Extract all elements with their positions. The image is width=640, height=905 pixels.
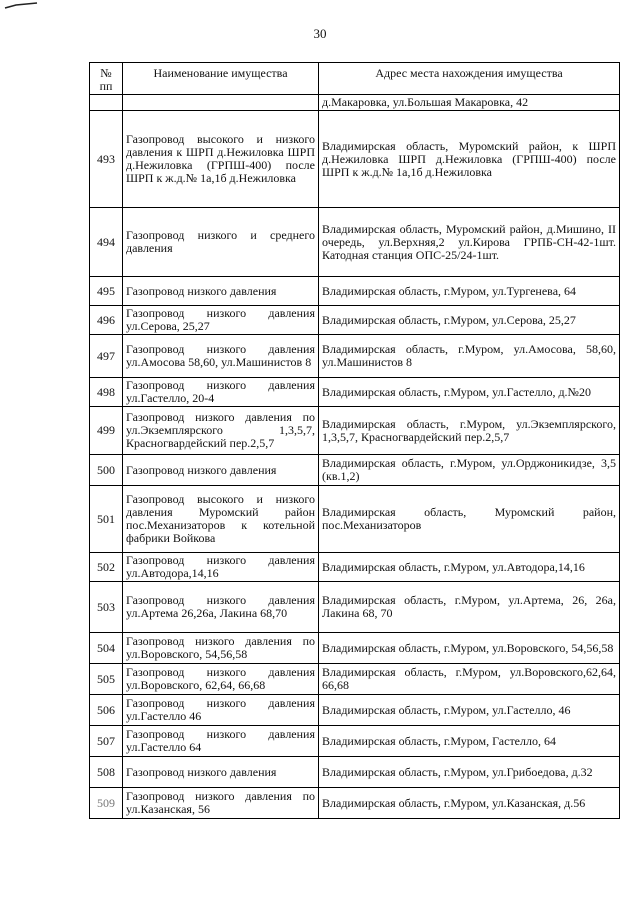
table-row: [90, 208, 620, 277]
table-row: [90, 664, 620, 695]
row-address: Владимирская область, Муромский район, к ШРП д.Нежиловка ШРП д.Нежиловка (ГРПШ-400) после ШРП к ж.д.№ 1а,1б д.Нежиловка: [319, 111, 620, 208]
row-name: Газопровод низкого давления ул.Автодора,14,16: [123, 553, 319, 582]
row-num: 493: [90, 111, 123, 208]
row-name: Газопровод низкого давления по ул.Казанская, 56: [123, 788, 319, 819]
row-address: Владимирская область, г.Муром, ул.Автодора,14,16: [319, 553, 620, 582]
table-row: [90, 378, 620, 407]
row-num: 506: [90, 695, 123, 726]
row-address: Владимирская область, г.Муром, ул.Воровского,62,64, 66,68: [319, 664, 620, 695]
row-name: Газопровод низкого давления ул.Гастелло 64: [123, 726, 319, 757]
header-address: Адрес места нахождения имущества: [319, 63, 620, 95]
row-address: Владимирская область, г.Муром, ул.Казанская, д.56: [319, 788, 620, 819]
row-num: 497: [90, 335, 123, 378]
row-address: Владимирская область, г.Муром, ул.Артема, 26, 26а, Лакина 68, 70: [319, 582, 620, 633]
row-num: 508: [90, 757, 123, 788]
page-number: 30: [313, 26, 327, 41]
row-name: Газопровод низкого давления ул.Артема 26,26а, Лакина 68,70: [123, 582, 319, 633]
table-row: [90, 95, 620, 111]
table-row: [90, 111, 620, 208]
row-name: Газопровод низкого давления: [123, 455, 319, 486]
row-name: Газопровод низкого и среднего давления: [123, 208, 319, 277]
row-address: Владимирская область, г.Муром, ул.Тургенева, 64: [319, 277, 620, 306]
row-name: Газопровод низкого давления по ул.Экземплярского 1,3,5,7, Красногвардейский пер.2,5,7: [123, 407, 319, 455]
row-num: 504: [90, 633, 123, 664]
row-name: Газопровод низкого давления ул.Воровского, 62,64, 66,68: [123, 664, 319, 695]
row-address: д.Макаровка, ул.Большая Макаровка, 42: [319, 95, 620, 111]
row-name: Газопровод низкого давления: [123, 277, 319, 306]
row-name: Газопровод низкого давления ул.Амосова 58,60, ул.Машинистов 8: [123, 335, 319, 378]
row-name: Газопровод низкого давления: [123, 757, 319, 788]
table-row: [90, 335, 620, 378]
row-num: 503: [90, 582, 123, 633]
row-address: Владимирская область, г.Муром, ул.Грибоедова, д.32: [319, 757, 620, 788]
table-row: [90, 788, 620, 819]
property-table: [89, 62, 620, 819]
row-num: 498: [90, 378, 123, 407]
row-name: Газопровод низкого давления ул.Серова, 25,27: [123, 306, 319, 335]
row-name: Газопровод высокого и низкого давления Муромский район пос.Механизаторов к котельной фабрики Войкова: [123, 486, 319, 553]
row-name: [123, 95, 319, 111]
row-num: 496: [90, 306, 123, 335]
header-num: № пп: [90, 63, 123, 95]
row-address: Владимирская область, г.Муром, ул.Гастелло, д.№20: [319, 378, 620, 407]
row-address: Владимирская область, Муромский район, д.Мишино, II очередь, ул.Верхняя,2 ул.Кирова ГРПБ-СН-42-1шт. Катодная станция ОПС-25/24-1шт.: [319, 208, 620, 277]
table-row: [90, 695, 620, 726]
row-name: Газопровод низкого давления по ул.Воровского, 54,56,58: [123, 633, 319, 664]
table-row: [90, 633, 620, 664]
row-name: Газопровод низкого давления ул.Гастелло 46: [123, 695, 319, 726]
row-num: 500: [90, 455, 123, 486]
row-address: Владимирская область, г.Муром, ул.Гастелло, 46: [319, 695, 620, 726]
row-address: Владимирская область, Муромский район, пос.Механизаторов: [319, 486, 620, 553]
table-header-row: [90, 63, 620, 95]
table-row: [90, 455, 620, 486]
row-address: Владимирская область, г.Муром, Гастелло, 64: [319, 726, 620, 757]
table-row: [90, 582, 620, 633]
row-address: Владимирская область, г.Муром, ул.Воровского, 54,56,58: [319, 633, 620, 664]
row-num: 509: [90, 788, 123, 819]
row-num: 501: [90, 486, 123, 553]
table-row: [90, 407, 620, 455]
row-address: Владимирская область, г.Муром, ул.Орджоникидзе, 3,5 (кв.1,2): [319, 455, 620, 486]
row-num: 505: [90, 664, 123, 695]
table-row: [90, 553, 620, 582]
row-num: [90, 95, 123, 111]
row-address: Владимирская область, г.Муром, ул.Экземплярского, 1,3,5,7, Красногвардейский пер.2,5,7: [319, 407, 620, 455]
row-address: Владимирская область, г.Муром, ул.Серова, 25,27: [319, 306, 620, 335]
table-row: [90, 726, 620, 757]
table-row: [90, 486, 620, 553]
row-num: 502: [90, 553, 123, 582]
scan-artifact-mark: [4, 2, 38, 10]
row-num: 494: [90, 208, 123, 277]
header-name: Наименование имущества: [123, 63, 319, 95]
table-row: [90, 277, 620, 306]
row-name: Газопровод высокого и низкого давления к ШРП д.Нежиловка ШРП д.Нежиловка (ГРПШ-400) после ШРП к ж.д.№ 1а,1б д.Нежиловка: [123, 111, 319, 208]
row-num: 495: [90, 277, 123, 306]
row-name: Газопровод низкого давления ул.Гастелло, 20-4: [123, 378, 319, 407]
row-num: 499: [90, 407, 123, 455]
table-row: [90, 306, 620, 335]
row-address: Владимирская область, г.Муром, ул.Амосова, 58,60, ул.Машинистов 8: [319, 335, 620, 378]
table-row: [90, 757, 620, 788]
row-num: 507: [90, 726, 123, 757]
